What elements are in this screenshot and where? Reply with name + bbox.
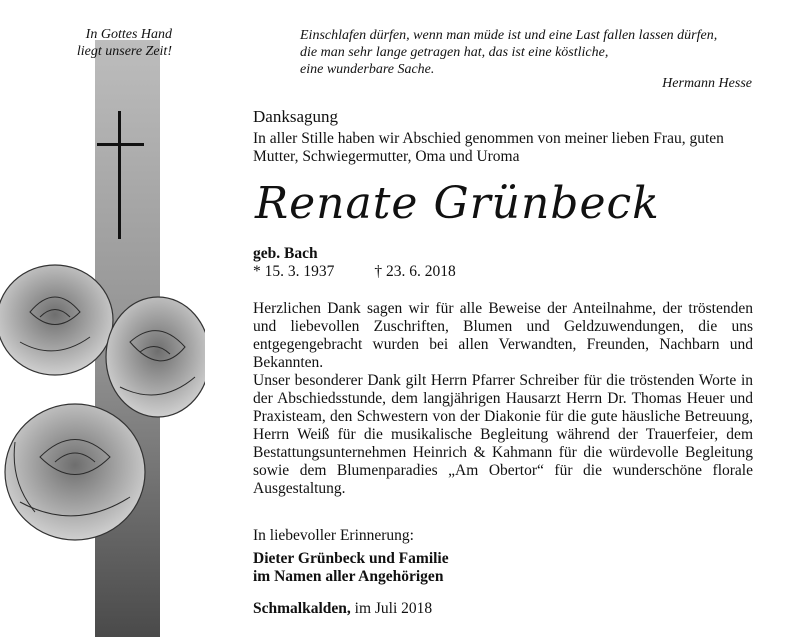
maiden-name: geb. Bach bbox=[253, 245, 318, 262]
thanks-text bbox=[253, 300, 753, 498]
quote-line: eine wunderbare Sache. bbox=[300, 62, 435, 77]
quote bbox=[300, 27, 760, 78]
quote-line: die man sehr lange getragen hat, das ist eine köstliche, bbox=[300, 45, 609, 60]
date: im Juli 2018 bbox=[354, 600, 433, 617]
place-date bbox=[253, 600, 753, 618]
quote-line: Einschlafen dürfen, wenn man müde ist und eine Last fallen lassen dürfen, bbox=[300, 28, 718, 43]
memory-line: In liebevoller Erinnerung: bbox=[253, 527, 414, 544]
intro-text: In aller Stille haben wir Abschied genommen von meiner lieben Frau, guten Mutter, Schwiegermutter, Oma und Uroma bbox=[253, 130, 724, 165]
signature-line: Dieter Grünbeck und Familie bbox=[253, 550, 449, 567]
motto-line: In Gottes Hand bbox=[85, 27, 172, 42]
quote-author: Hermann Hesse bbox=[662, 76, 752, 91]
paragraph: Unser besonderer Dank gilt Herrn Pfarrer Schreiber für die tröstenden Worte in der Abschiedsstunde, dem langjährigen Hausarzt Herrn Dr. Thomas Heuer und Praxisteam, den Schwestern von der Diakonie für die gute häusliche Betreuung, Herrn Weiß für die musikalische Begleitung während der Trauerfeier, dem Bestattungsunternehmen Heinrich & Kahmann für die würdevolle Begleitung sowie dem Blumenparadies „Am Obertor“ für die wunderschöne florale Ausgestaltung. bbox=[253, 372, 753, 497]
life-dates bbox=[253, 263, 753, 281]
paragraph: Herzlichen Dank sagen wir für alle Beweise der Anteilnahme, der tröstenden und liebevollen Zuschriften, Blumen und Geldzuwendungen, die uns entgegengebracht wurden bei allen Verwandten, Freunden, Nachbarn und Bekannten. bbox=[253, 300, 753, 371]
motto bbox=[60, 26, 172, 60]
cross-icon bbox=[118, 111, 121, 239]
death-date: † 23. 6. 2018 bbox=[374, 263, 456, 280]
birth-date: * 15. 3. 1937 bbox=[253, 263, 335, 280]
signature-line: im Namen aller Angehörigen bbox=[253, 568, 444, 585]
cross-icon-bar bbox=[97, 143, 144, 146]
roses-image bbox=[0, 262, 205, 587]
place: Schmalkalden, bbox=[253, 600, 351, 617]
signature bbox=[253, 550, 753, 586]
deceased-name: Renate Grünbeck bbox=[255, 178, 660, 229]
motto-line: liegt unsere Zeit! bbox=[76, 44, 172, 59]
heading: Danksagung bbox=[253, 107, 338, 126]
